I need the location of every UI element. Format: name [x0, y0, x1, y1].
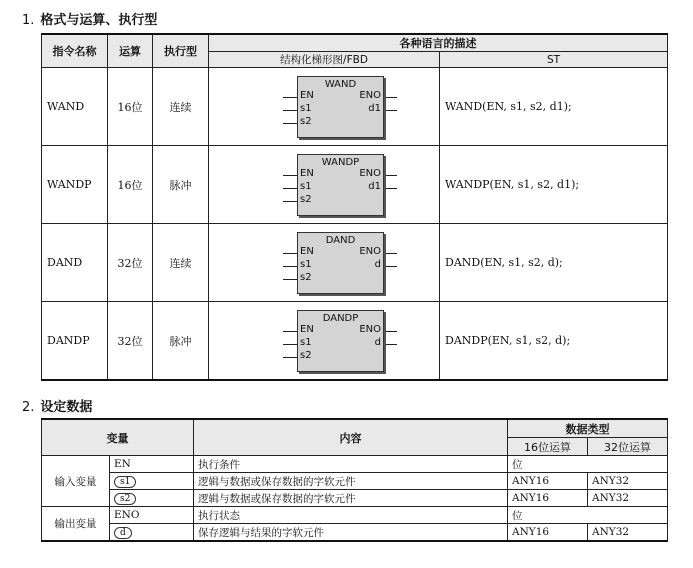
- var-type-32: ANY32: [588, 490, 668, 507]
- table-row: [42, 507, 668, 524]
- var-type-16: ANY16: [508, 490, 588, 507]
- pin-s1: s1: [300, 103, 312, 114]
- header-content: 内容: [194, 419, 508, 456]
- header-exec: 执行型: [153, 34, 209, 68]
- block-title: DANDP: [322, 313, 359, 324]
- st-code: WANDP(EN, s1, s2, d1);: [440, 146, 668, 224]
- header-st: ST: [440, 52, 668, 68]
- settings-table: [41, 418, 668, 542]
- pin-s2: s2: [300, 350, 312, 361]
- fbd-diagram: [209, 224, 440, 302]
- pin-s1: s1: [300, 181, 312, 192]
- header-op32: 32位运算: [588, 438, 668, 456]
- fbd-diagram: [209, 68, 440, 146]
- table-row: [42, 524, 668, 542]
- header-op16: 16位运算: [508, 438, 588, 456]
- function-block: [297, 310, 384, 372]
- var-type-32: ANY32: [588, 473, 668, 490]
- st-code: DANDP(EN, s1, s2, d);: [440, 302, 668, 381]
- fbd-diagram: [209, 146, 440, 224]
- pin-eno: ENO: [359, 324, 381, 335]
- pin-s1: s1: [300, 259, 312, 270]
- section-2-number: 2.: [22, 400, 35, 415]
- var-type-32: ANY32: [588, 524, 668, 542]
- pin-eno: ENO: [359, 246, 381, 257]
- var-content: 保存逻辑与结果的字软元件: [194, 524, 508, 542]
- table-row: [42, 146, 668, 224]
- instr-exec: 连续: [153, 224, 209, 302]
- pin-s2: s2: [300, 116, 312, 127]
- pin-en: EN: [300, 246, 314, 257]
- var-type: 位: [508, 507, 668, 524]
- header-name: 指令名称: [42, 34, 108, 68]
- table-row: [42, 473, 668, 490]
- block-title: DAND: [325, 235, 356, 246]
- table-row: [42, 456, 668, 473]
- pin-d: d: [374, 337, 381, 348]
- var-content: 执行状态: [194, 507, 508, 524]
- st-code: DAND(EN, s1, s2, d);: [440, 224, 668, 302]
- pin-en: EN: [300, 168, 314, 179]
- block-title: WANDP: [321, 157, 360, 168]
- table-row: [42, 68, 668, 146]
- var-name: [110, 490, 194, 507]
- block-title: WAND: [324, 79, 357, 90]
- var-type-16: ANY16: [508, 473, 588, 490]
- section-1-heading: [22, 9, 157, 28]
- group-output: 输出变量: [42, 507, 110, 542]
- function-block: [297, 76, 384, 138]
- instr-exec: 连续: [153, 68, 209, 146]
- fbd-diagram: [209, 302, 440, 381]
- function-block: [297, 232, 384, 294]
- section-2-heading: [22, 396, 92, 415]
- instr-op: 32位: [108, 302, 153, 381]
- pin-d: d: [374, 259, 381, 270]
- pin-s1: s1: [300, 337, 312, 348]
- table-row: [42, 302, 668, 381]
- var-name: [110, 524, 194, 542]
- var-content: 逻辑与数据或保存数据的字软元件: [194, 490, 508, 507]
- var-content: 逻辑与数据或保存数据的字软元件: [194, 473, 508, 490]
- var-type: 位: [508, 456, 668, 473]
- section-2-title: 设定数据: [40, 400, 93, 415]
- var-type-16: ANY16: [508, 524, 588, 542]
- pin-d: d1: [368, 181, 381, 192]
- fbd-block: [275, 310, 425, 372]
- instr-name: WANDP: [42, 146, 108, 224]
- pin-d: d1: [368, 103, 381, 114]
- operand-badge: s2: [114, 493, 136, 505]
- pin-en: EN: [300, 90, 314, 101]
- pin-eno: ENO: [359, 90, 381, 101]
- pin-en: EN: [300, 324, 314, 335]
- header-dtype: 数据类型: [508, 419, 668, 438]
- instr-exec: 脉冲: [153, 302, 209, 381]
- group-input: 输入变量: [42, 456, 110, 507]
- pin-s2: s2: [300, 194, 312, 205]
- format-table: [41, 33, 668, 381]
- header-fbd: 结构化梯形图/FBD: [209, 52, 440, 68]
- pin-s2: s2: [300, 272, 312, 283]
- var-content: 执行条件: [194, 456, 508, 473]
- fbd-block: [275, 232, 425, 294]
- header-var: 变量: [42, 419, 194, 456]
- table-row: [42, 224, 668, 302]
- instr-op: 16位: [108, 146, 153, 224]
- instr-name: WAND: [42, 68, 108, 146]
- instr-exec: 脉冲: [153, 146, 209, 224]
- fbd-block: [275, 154, 425, 216]
- section-1-title: 格式与运算、执行型: [40, 13, 158, 28]
- instr-name: DANDP: [42, 302, 108, 381]
- st-code: WAND(EN, s1, s2, d1);: [440, 68, 668, 146]
- fbd-block: [275, 76, 425, 138]
- operand-badge: s1: [114, 476, 136, 488]
- instr-op: 16位: [108, 68, 153, 146]
- operand-badge: d: [114, 527, 132, 539]
- header-lang: 各种语言的描述: [209, 34, 668, 52]
- var-name: [110, 473, 194, 490]
- pin-eno: ENO: [359, 168, 381, 179]
- function-block: [297, 154, 384, 216]
- instr-name: DAND: [42, 224, 108, 302]
- table-row: [42, 490, 668, 507]
- var-name: EN: [110, 456, 194, 473]
- header-op: 运算: [108, 34, 153, 68]
- instr-op: 32位: [108, 224, 153, 302]
- section-1-number: 1.: [22, 13, 35, 28]
- var-name: ENO: [110, 507, 194, 524]
